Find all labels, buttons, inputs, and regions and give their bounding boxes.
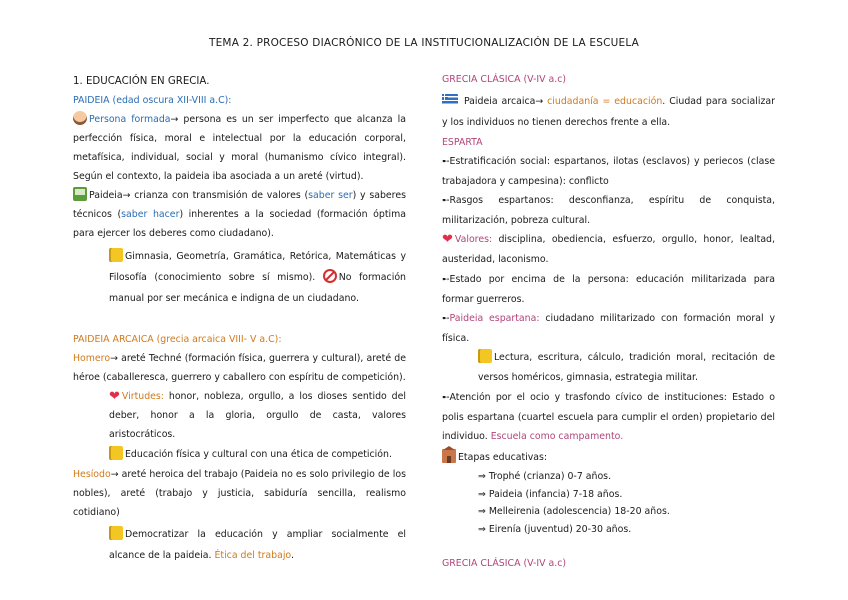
list-item: ⇒ Melleirenia (adolescencia) 18-20 años. [478, 506, 670, 517]
homero-paragraph [73, 349, 406, 387]
estratificacion-paragraph [442, 152, 775, 191]
persona-text: → persona es un ser imperfecto que alcanza la perfección física, moral e intelectual por la educación corporal, metafísica, individual, social y moral (humanismo cívico integral). Según el contexto, la paideia iba asociada a un areté (virtud). [73, 114, 406, 182]
atencion-paragraph [442, 388, 775, 446]
lectura-paragraph [442, 348, 775, 388]
subjects-paragraph [73, 246, 406, 309]
paideia-text-a: → crianza con transmisión de valores ( [122, 190, 309, 201]
clasica-heading-2: GRECIA CLÁSICA (V-IV a.c) [442, 558, 567, 569]
greek-flag-icon [442, 94, 458, 105]
valores-paragraph [442, 230, 775, 270]
paideia-espartana-paragraph [442, 309, 775, 348]
democratizar-paragraph [73, 524, 406, 566]
escuela-campamento: Escuela como campamento. [490, 431, 624, 442]
hesiodo-text: → areté heroica del trabajo (Paideia no es solo privilegio de los nobles), areté (trabajo y justicia, sabiduría sencilla, realismo cotidiano) [73, 469, 406, 518]
document-title: TEMA 2. PROCESO DIACRÓNICO DE LA INSTITUCIONALIZACIÓN DE LA ESCUELA [208, 37, 639, 49]
hesiodo-term: Hesíodo [73, 469, 111, 480]
homero-text: → areté Techné (formación física, guerrera y cultural), areté de héroe (caballeresca, guerrero y caballero con espíritu de competición). [73, 353, 406, 383]
left-column [73, 70, 406, 566]
lectura-text: Lectura, escritura, cálculo, tradición moral, recitación de versos homéricos, gimnasia, estrategia militar. [478, 352, 775, 383]
list-item: ⇒ Trophé (crianza) 0-7 años. [478, 471, 612, 482]
notepad-icon [478, 349, 492, 363]
school-icon [442, 449, 456, 463]
period: . [291, 550, 294, 561]
paideia-heading: PAIDEIA (edad oscura XII-VIII a.C): [73, 95, 232, 106]
virtudes-label: Virtudes: [121, 391, 164, 402]
list-item: ⇒ Paideia (infancia) 7-18 años. [478, 488, 623, 500]
estado-text: Estado por encima de la persona: educación militarizada para formar guerreros. [442, 274, 775, 305]
ciudadania-term: ciudadanía = educación [547, 96, 663, 107]
ciudadania-paragraph [442, 91, 775, 133]
etapas-label-paragraph [442, 448, 775, 468]
paideia-word: Paideia [89, 190, 123, 201]
paideia-paragraph [73, 186, 406, 243]
teacher-icon [73, 187, 87, 201]
pushpin-icon: ➸ [442, 393, 449, 403]
paideia-text-b: ) y saberes técnicos ( [73, 190, 406, 220]
saber-ser: saber ser [308, 190, 353, 201]
woman-face-icon [73, 111, 87, 125]
pushpin-icon: ➸ [442, 196, 449, 206]
rasgos-text: Rasgos espartanos: desconfianza, espíritu de conquista, militarización, pobreza cultural. [442, 195, 775, 226]
notepad-icon [109, 446, 123, 460]
virtudes-text: honor, nobleza, orgullo, a los dioses sentido del deber, honor a la gloria, orgullo de casta, valores aristocráticos. [109, 391, 407, 440]
paideia-espartana-text: ciudadano militarizado con formación moral y física. [442, 313, 775, 344]
etapas-label: Etapas educativas: [458, 452, 548, 463]
valores-label: Valores: [454, 234, 493, 245]
educacion-fisica-text: Educación física y cultural con una ética de competición. [125, 449, 392, 460]
persona-term: Persona formada [89, 114, 171, 125]
right-column [442, 70, 775, 573]
pushpin-icon: ➸ [442, 275, 449, 285]
estado-paragraph [442, 270, 775, 309]
stages-list [442, 468, 775, 538]
notepad-icon [109, 526, 123, 540]
ciudad-text: . Ciudad para socializar y los individuos no tienen derechos frente a ella. [442, 96, 776, 128]
valores-text: disciplina, obediencia, esfuerzo, orgullo, honor, lealtad, austeridad, laconismo. [442, 234, 775, 265]
pushpin-icon: ➸ [442, 314, 449, 324]
persona-paragraph [73, 110, 406, 186]
notepad-icon [109, 248, 123, 262]
subjects-text: Gimnasia, Geometría, Gramática, Retórica, Matemáticas y Filosofía (conocimiento sobre sí mismo). [109, 251, 406, 283]
esparta-heading: ESPARTA [442, 137, 483, 148]
etica-trabajo: Ética del trabajo [214, 550, 292, 561]
list-item: ⇒ Eirenía (juventud) 20-30 años. [478, 523, 632, 535]
virtudes-paragraph [73, 387, 406, 444]
no-entry-icon [323, 269, 337, 283]
educacion-fisica-paragraph [73, 444, 406, 465]
hesiodo-paragraph [73, 465, 406, 522]
heart-icon: ❤ [109, 389, 120, 404]
heart-icon: ❤ [442, 232, 453, 247]
paideia-espartana-label: Paideia espartana: [449, 313, 540, 324]
saber-hacer: saber hacer [121, 209, 180, 220]
section-heading: 1. EDUCACIÓN EN GRECIA. [73, 76, 210, 87]
homero-term: Homero [73, 353, 111, 364]
arcaica-heading: PAIDEIA ARCAICA (grecia arcaica VIII- V a.C): [73, 334, 282, 345]
no-formacion-text: No formación manual por ser mecánica e indigna de un ciudadano. [109, 272, 406, 304]
rasgos-paragraph [442, 191, 775, 230]
pushpin-icon: ➸ [442, 157, 449, 167]
estratificacion-text: Estratificación social: espartanos, ilotas (esclavos) y periecos (clase trabajadora y campesina): conflicto [442, 156, 775, 187]
atencion-text: Atención por el ocio y trasfondo cívico de instituciones: Estado o polis espartana (cuartel escuela para cumplir el orden) propietario del individuo. [442, 392, 775, 442]
paideia-text-c: ) inherentes a la sociedad (formación óptima para ejercer los deberes como ciudadano). [73, 209, 406, 239]
democratizar-text: Democratizar la educación y ampliar socialmente el alcance de la paideia. [109, 529, 406, 561]
paideia-arcaica-text: Paideia arcaica→ [463, 96, 544, 107]
clasica-heading: GRECIA CLÁSICA (V-IV a.c) [442, 74, 567, 85]
